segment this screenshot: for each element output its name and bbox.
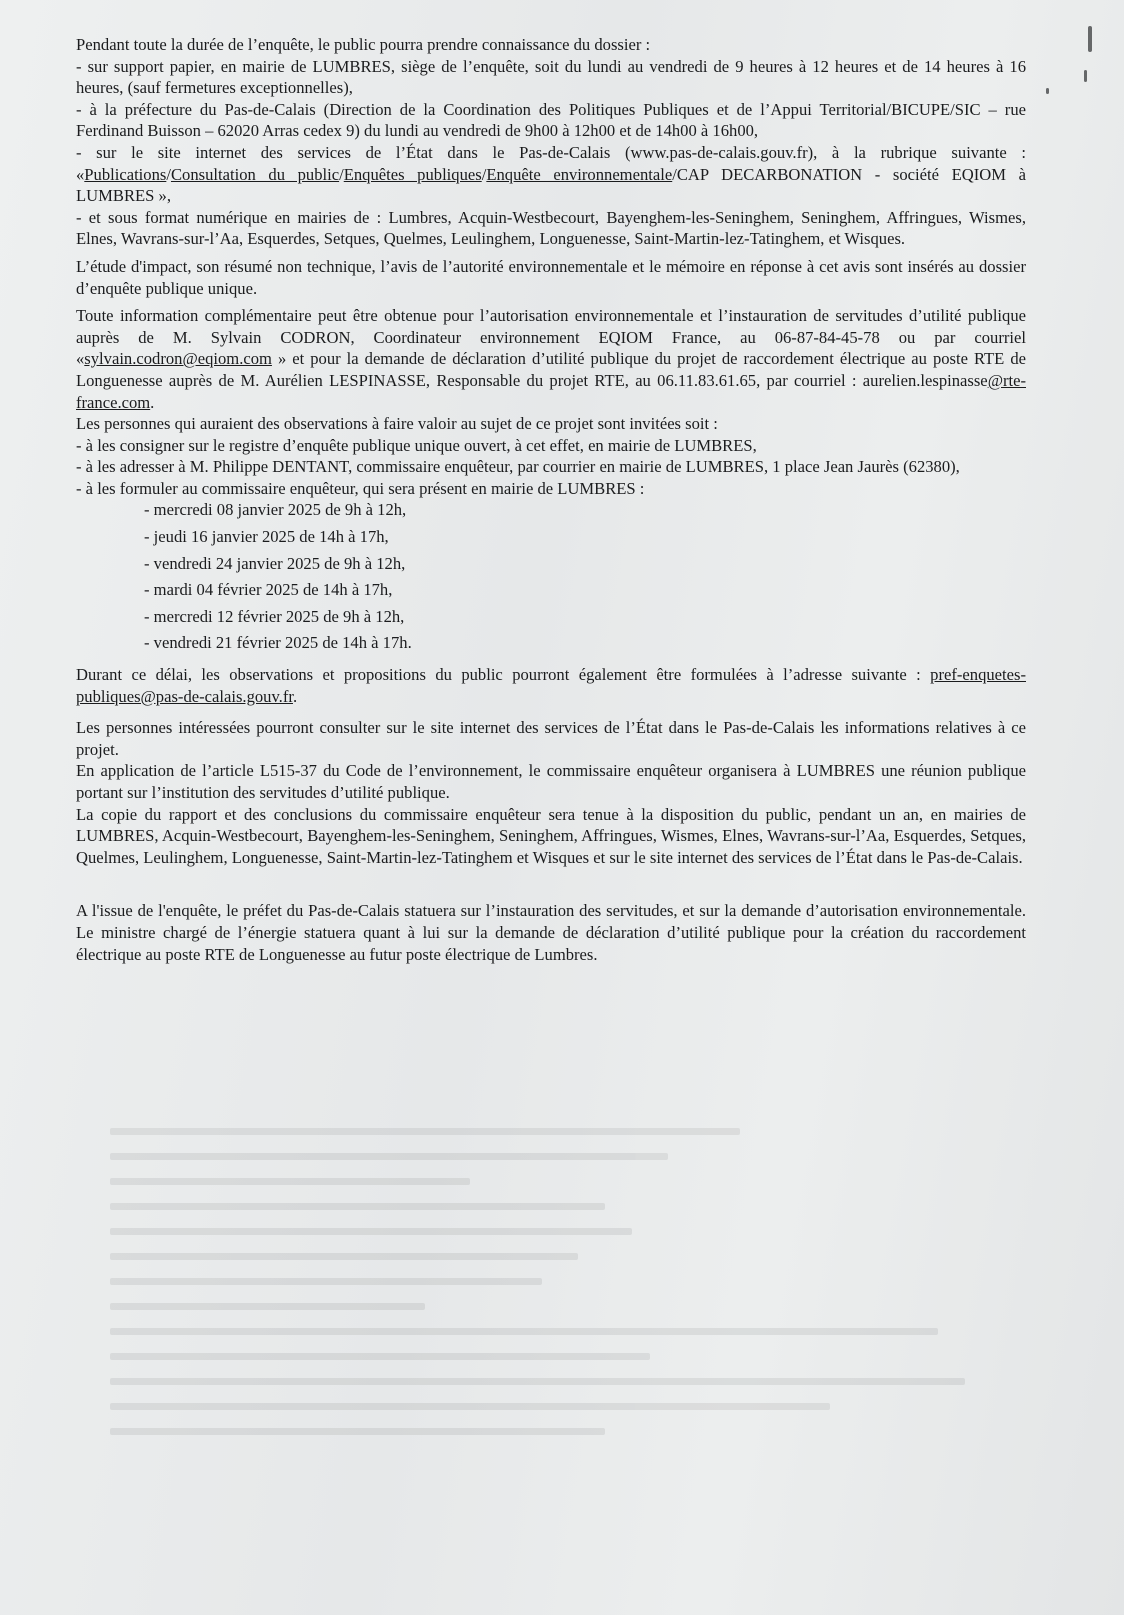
closing-paragraph: Les personnes intéressées pourront consulter sur le site internet des services de l’État dans le Pas-de-Calais les informations relatives à ce projet.: [76, 718, 1026, 759]
intro-line: Pendant toute la durée de l’enquête, le public pourra prendre connaissance du dossier :: [76, 35, 651, 54]
closing-paragraph: En application de l’article L515-37 du Code de l’environnement, le commissaire enquêteur organisera à LUMBRES une réunion publique portant sur l’institution des servitudes d’utilité publique.: [76, 761, 1026, 802]
final-paragraph: A l'issue de l'enquête, le préfet du Pas-de-Calais statuera sur l’instauration des servitudes, et sur la demande d’autorisation environnementale. Le ministre chargé de l’énergie statuera quant à lui sur la demande de déclaration d’utilité publique pour la création du raccordement électrique au poste RTE de Longuenesse au futur poste électrique de Lumbres.: [76, 901, 1026, 964]
website-prefix: - sur le site internet des services de l’État dans le Pas-de-Calais (www.pas-de-calais.gouv.fr), à la rubrique suivante : «: [76, 142, 1026, 184]
website-suffix: /CAP DECARBONATION - société EQIOM à LUMBRES »,: [76, 164, 1026, 206]
observations-intro: Les personnes qui auraient des observations à faire valoir au sujet de ce projet sont invitées soit :: [76, 414, 718, 434]
margin-mark: [1084, 70, 1087, 82]
permanence-dates-list: [144, 499, 1026, 654]
impact-paragraph: L’étude d'impact, son résumé non technique, l’avis de l’autorité environnementale et le mémoire en réponse à cet avis sont insérés au dossier d’enquête publique unique.: [76, 256, 1026, 298]
path-link-publications[interactable]: Publications: [84, 164, 167, 184]
permanence-date: - mercredi 12 février 2025 de 9h à 12h,: [144, 606, 405, 626]
info-part2: » et pour la demande de déclaration d’utilité publique du projet de raccordement électrique au poste RTE de Longuenesse auprès de M. Aurélien LESPINASSE, Responsable du projet RTE, au 06.11.83.61.65, par courriel : aurelien.lespinasse: [76, 349, 1026, 390]
email-paragraph-end: .: [292, 686, 298, 706]
website-item: - sur le site internet des services de l’État dans le Pas-de-Calais (www.pas-de-calais.gouv.fr), à la rubrique suivante : «Publications/Consultation du public/Enquêtes publiques/Enquête environnementale/CAP DECARBONATION - société EQIOM à LUMBRES »,: [76, 142, 1026, 206]
show-through-text: [110, 1110, 1010, 1530]
margin-mark: [1088, 26, 1092, 52]
permanence-date: - jeudi 16 janvier 2025 de 14h à 17h,: [144, 527, 389, 547]
closing-paragraph: La copie du rapport et des conclusions du commissaire enquêteur sera tenue à la disposition du public, pendant un an, en mairies de LUMBRES, Acquin-Westbecourt, Bayenghem-les-Seninghem, Seninghem, Affringues, Wismes, Elnes, Wavrans-sur-l’Aa, Esquerdes, Setques, Quelmes, Leulinghem, Longuenesse, Saint-Martin-lez-Tatinghem et Wisques et sur le site internet des services de l’État dans le Pas-de-Calais.: [76, 804, 1026, 867]
access-item: - sur support papier, en mairie de LUMBRES, siège de l’enquête, soit du lundi au vendredi de 9 heures à 12 heures et de 14 heures à 16 heures, (sauf fermetures exceptionnelles),: [76, 56, 1026, 98]
margin-mark: [1046, 88, 1049, 94]
email-link-codron[interactable]: sylvain.codron@eqiom.com: [84, 349, 272, 369]
path-link-consultation[interactable]: Consultation du public: [170, 164, 340, 184]
permanence-date: - vendredi 24 janvier 2025 de 9h à 12h,: [144, 553, 406, 573]
email-paragraph-text: Durant ce délai, les observations et propositions du public pourront également être formulées à l’adresse suivante :: [76, 665, 931, 685]
info-part1: Toute information complémentaire peut être obtenue pour l’autorisation environnementale et l’instauration de servitudes d’utilité publique auprès de M. Sylvain CODRON, Coordinateur environnement EQIOM France, au 06-87-84-45-78 ou par courriel «: [76, 306, 1026, 369]
observation-item: - à les adresser à M. Philippe DENTANT, commissaire enquêteur, par courrier en mairie de LUMBRES, 1 place Jean Jaurès (62380),: [76, 457, 960, 477]
info-paragraph: [76, 305, 1026, 413]
access-item: - à la préfecture du Pas-de-Calais (Direction de la Coordination des Politiques Publiques et de l’Appui Territorial/BICUPE/SIC – rue Ferdinand Buisson – 62020 Arras cedex 9) du lundi au vendredi de 9h00 à 12h00 et de 14h00 à 16h00,: [76, 99, 1026, 141]
permanence-date: - mercredi 08 janvier 2025 de 9h à 12h,: [144, 500, 407, 520]
observation-item: - à les consigner sur le registre d’enquête publique unique ouvert, à cet effet, en mairie de LUMBRES,: [76, 435, 757, 455]
notice-body: [76, 34, 1026, 965]
digital-item: - et sous format numérique en mairies de : Lumbres, Acquin-Westbecourt, Bayenghem-les-Seninghem, Seninghem, Affringues, Wismes, Elnes, Wavrans-sur-l’Aa, Esquerdes, Setques, Quelmes, Leulinghem, Longuenesse, Saint-Martin-lez-Tatinghem, et Wisques.: [76, 207, 1026, 249]
email-link-prefecture[interactable]: pref-enquetes-publiques@pas-de-calais.gouv.fr: [76, 665, 1026, 706]
permanence-date: - vendredi 21 février 2025 de 14h à 17h.: [144, 633, 412, 653]
path-link-enquetes[interactable]: Enquêtes publiques: [343, 164, 482, 184]
info-part3: .: [150, 392, 155, 412]
path-link-environnementale[interactable]: Enquête environnementale: [486, 164, 673, 184]
email-paragraph: [76, 664, 1026, 707]
email-link-rte-domain[interactable]: @rte-france.com: [76, 370, 1026, 412]
permanence-date: - mardi 04 février 2025 de 14h à 17h,: [144, 580, 393, 600]
observation-item: - à les formuler au commissaire enquêteur, qui sera présent en mairie de LUMBRES :: [76, 478, 645, 498]
